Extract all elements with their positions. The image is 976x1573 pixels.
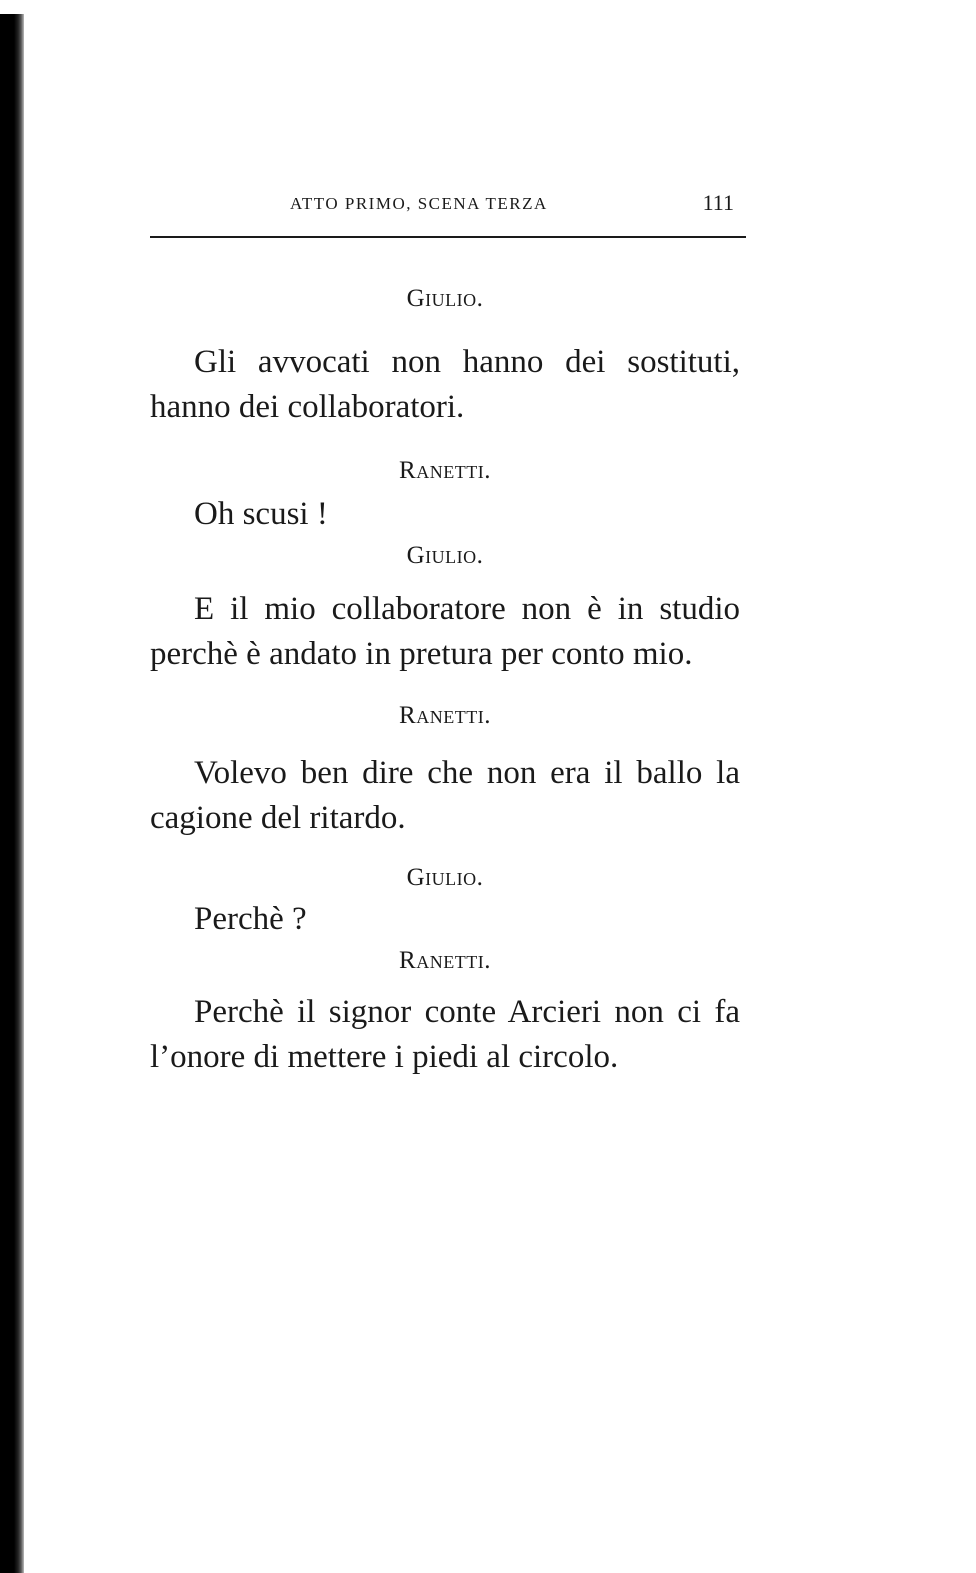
speech-text: Oh scusi ! xyxy=(194,496,328,532)
speech-text: E il mio collaboratore non è in studio perchè è andato in pretura per conto mio. xyxy=(150,591,740,672)
speaker-name: Ranetti. xyxy=(399,702,491,729)
speaker-name: Giulio. xyxy=(406,864,484,891)
speaker-name: Giulio. xyxy=(406,285,484,312)
speech-text: Perchè il signor conte Arcieri non ci fa l’onore di mettere i piedi al circolo. xyxy=(150,994,740,1075)
running-title: ATTO PRIMO, SCENA TERZA xyxy=(290,194,548,213)
page-binding-edge xyxy=(0,14,24,1573)
speaker-name: Giulio. xyxy=(406,542,484,569)
speech-text: Volevo ben dire che non era il ballo la cagione del ritardo. xyxy=(150,755,740,836)
page-number: 111 xyxy=(702,190,734,215)
speaker-name: Ranetti. xyxy=(399,947,491,974)
speaker-name: Ranetti. xyxy=(399,457,491,484)
header-rule xyxy=(150,236,746,238)
running-head xyxy=(150,190,740,220)
speech-text: Gli avvocati non hanno dei sostituti, hanno dei collaboratori. xyxy=(150,344,740,425)
dialogue-body xyxy=(150,280,740,1080)
speech-text: Perchè ? xyxy=(194,901,307,937)
